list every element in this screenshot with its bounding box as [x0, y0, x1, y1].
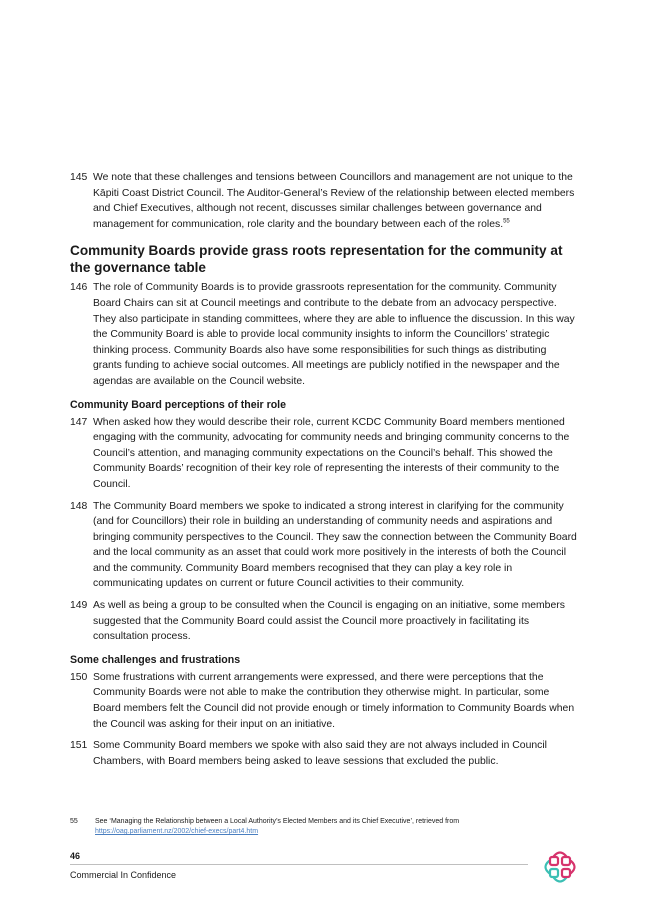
footnote-text-block — [95, 817, 459, 837]
paragraph-text — [93, 170, 578, 232]
logo-square-bl — [550, 869, 558, 877]
paragraph-text: When asked how they would describe their role, current KCDC Community Board members mentioned engaging with the community, advocating for community needs and bringing community concerns to the Council’s attention, and managing community expectations on the Council’s behalf. This showed the Community Boards’ recognition of their key role of representing the interests of their community to the Council. — [93, 416, 570, 490]
footnote-ref[interactable]: 55 — [503, 218, 510, 225]
logo-square-br — [562, 869, 570, 877]
footnote-number: 55 — [70, 818, 78, 825]
logo-arc-left — [546, 861, 550, 873]
body-content — [70, 170, 578, 775]
paragraph-body: We note that these challenges and tensions between Councillors and management are not unique to the Kāpiti Coast District Council. The Auditor-General’s Review of the relationship between elected members and Chief Executives, although not recent, discusses similar challenges between governance and management for communication, role clarity and the boundary between each of the roles. — [93, 172, 575, 230]
paragraph-146 — [70, 280, 578, 389]
subsection-heading-role: Community Board perceptions of their role — [70, 398, 287, 411]
firm-logo-icon — [540, 847, 580, 887]
paragraph-number: 149 — [70, 600, 88, 612]
paragraph-number: 145 — [70, 172, 88, 183]
logo-arc-top — [554, 853, 566, 857]
section-heading: Community Boards provide grass roots representation for the community at the governance table — [70, 243, 563, 276]
paragraph-text: The role of Community Boards is to provide grassroots representation for the community. Community Board Chairs can sit at Council meetings and contribute to the debate from an advocacy perspective. They also participate in standing committees, where they are able to influence the discussion. In this way the Community Board is able to provide local community insights to inform the Councillors’ strategic thinking process. Community Boards also have some responsibilities for such things as distributing grants funding to achieve social outcomes. All meetings are publicly notified in the newspaper and the agendas are available on the Council website. — [93, 282, 575, 387]
confidentiality-label: Commercial In Confidence — [70, 870, 177, 880]
paragraph-text: The Community Board members we spoke to indicated a strong interest in clarifying for the community (and for Councillors) their role in building an understanding of community needs and aspirations and bringing community perspectives to the Council. They saw the connection between the Community Board and the local community as an asset that could work more positively in the interests of both the Council and the community. Community Board members recognised that they can play a key role in communicating updates on current or future Council activities to their community. — [93, 500, 577, 590]
logo-arc-right — [571, 861, 575, 873]
logo-arc-bottom — [554, 878, 566, 882]
paragraph-text: Some frustrations with current arrangements were expressed, and there were perceptions that the Community Boards were not able to make the contribution they otherwise might. In particular, some Board members felt the Council did not provide enough or timely information to Community Boards when the Council was asking for their input on an initiative. — [93, 671, 575, 730]
subsection-heading-challenges: Some challenges and frustrations — [70, 653, 241, 666]
paragraph-number: 148 — [70, 500, 88, 512]
paragraph-text: Some Community Board members we spoke with also said they are not always included in Council Chambers, with Board members being asked to leave sessions that excluded the public. — [93, 740, 547, 767]
paragraph-text: As well as being a group to be consulted when the Council is engaging on an initiative, some members suggested that the Community Board could assist the Council more proactively in facilitating its consultation process. — [93, 600, 565, 643]
page-number: 46 — [70, 851, 81, 861]
paragraph-number: 150 — [70, 671, 88, 683]
logo-square-tr — [562, 857, 570, 865]
paragraph-150 — [70, 670, 578, 732]
paragraph-145 — [70, 170, 578, 232]
paragraph-number: 147 — [70, 416, 88, 428]
footnote-link[interactable]: https://oag.parliament.nz/2002/chief-execs/part4.htm — [95, 828, 259, 835]
paragraph-148 — [70, 499, 578, 593]
paragraph-number: 151 — [70, 740, 88, 752]
footer-divider — [70, 864, 528, 865]
footnote — [70, 817, 570, 837]
paragraph-149 — [70, 598, 578, 645]
paragraph-147 — [70, 415, 578, 493]
paragraph-number: 146 — [70, 282, 88, 294]
logo-square-tl — [550, 857, 558, 865]
footnote-text: See ‘Managing the Relationship between a Local Authority’s Elected Members and its Chief Executive’, retrieved from — [95, 818, 460, 825]
paragraph-151 — [70, 738, 578, 769]
